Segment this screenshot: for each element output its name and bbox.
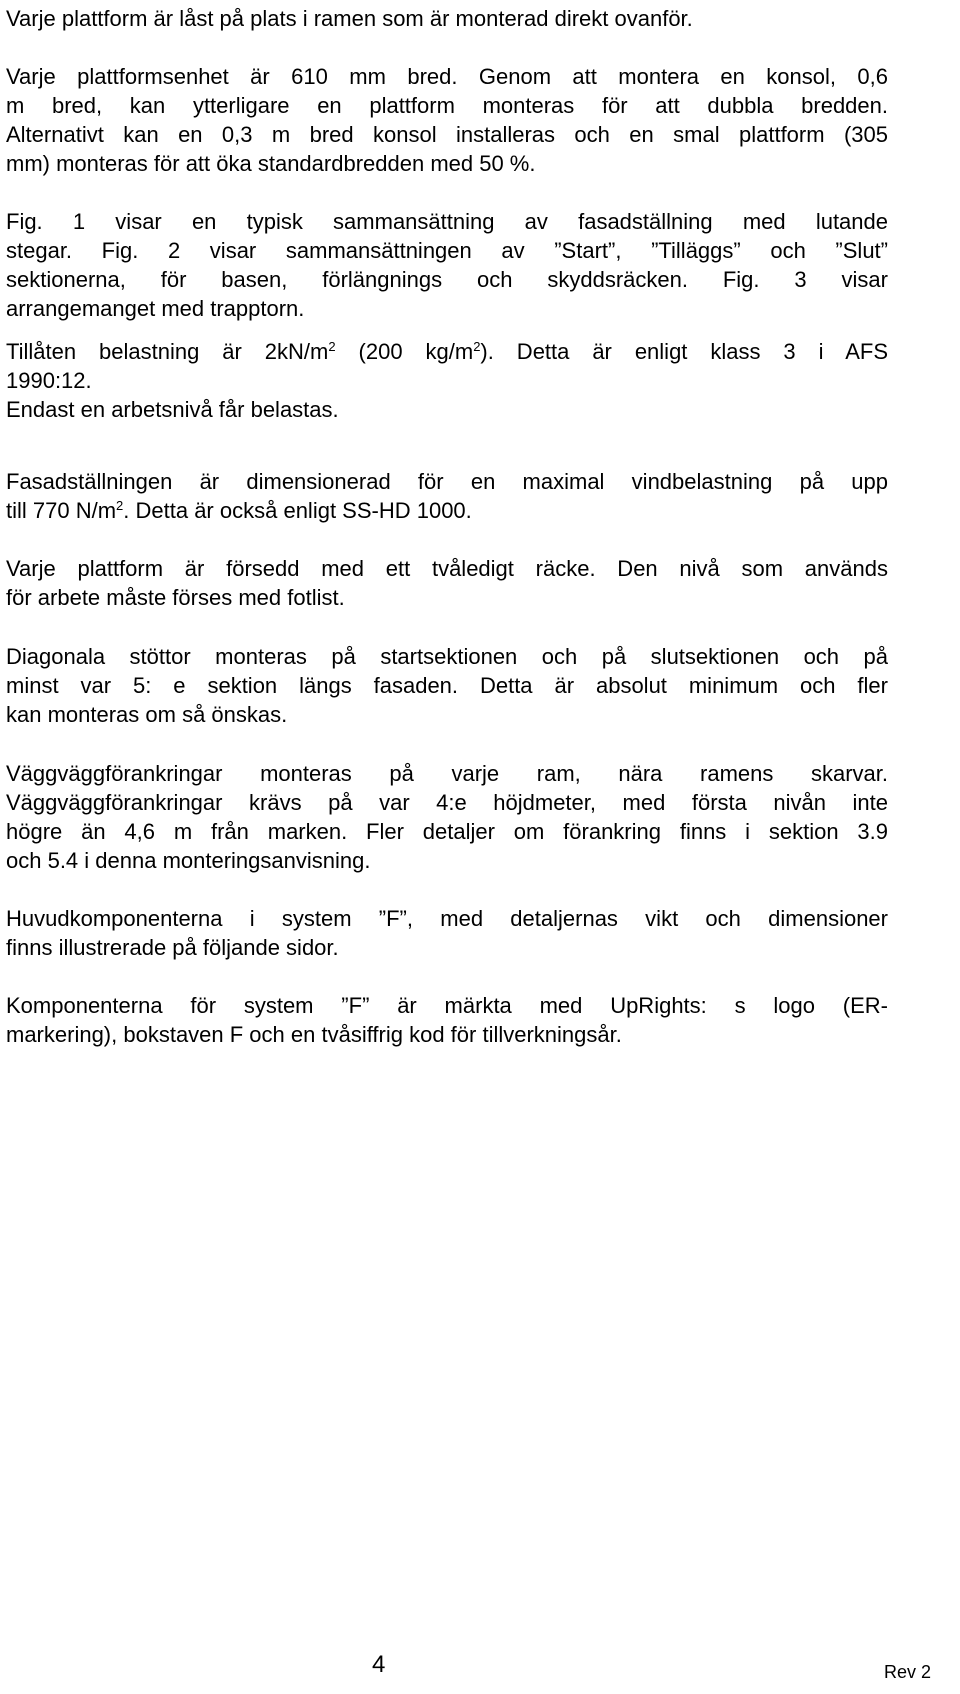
text-line: Fig. 1 visar en typisk sammansättning av fasadställning med lutande bbox=[6, 209, 888, 234]
text-line: Diagonala stöttor monteras på startsektionen och på slutsektionen och på bbox=[6, 644, 888, 669]
text-segment: ). Detta är enligt klass 3 i AFS bbox=[480, 339, 888, 364]
paragraph-platform-locked bbox=[6, 4, 888, 33]
paragraph-railing bbox=[6, 554, 888, 612]
text-line: minst var 5: e sektion längs fasaden. Detta är absolut minimum och fler bbox=[6, 673, 888, 698]
text-line: 1990:12. bbox=[6, 368, 92, 393]
text-segment: (200 kg/m bbox=[335, 339, 474, 364]
text-line: m bred, kan ytterligare en plattform monteras för att dubbla bredden. bbox=[6, 93, 888, 118]
text-line: markering), bokstaven F och en tvåsiffrig kod för tillverkningsår. bbox=[6, 1022, 622, 1047]
text-line: Fasadställningen är dimensionerad för en maximal vindbelastning på upp bbox=[6, 469, 888, 494]
paragraph-figures bbox=[6, 207, 888, 323]
paragraph-diagonal-braces bbox=[6, 642, 888, 729]
page-number: 4 bbox=[372, 1651, 386, 1678]
text-line: Alternativt kan en 0,3 m bred konsol installeras och en smal plattform (305 bbox=[6, 122, 888, 147]
text-segment: Tillåten belastning är 2kN/m bbox=[6, 339, 329, 364]
superscript: 2 bbox=[328, 339, 336, 354]
text-line: Väggväggförankringar monteras på varje ram, nära ramens skarvar. bbox=[6, 761, 888, 786]
text-line: stegar. Fig. 2 visar sammansättningen av ”Start”, ”Tilläggs” och ”Slut” bbox=[6, 238, 888, 263]
superscript: 2 bbox=[116, 498, 124, 513]
text-line bbox=[6, 337, 888, 366]
text-segment: . Detta är också enligt SS-HD 1000. bbox=[123, 498, 472, 523]
text-line: Endast en arbetsnivå får belastas. bbox=[6, 397, 339, 422]
paragraph-wall-ties bbox=[6, 759, 888, 875]
text-line bbox=[6, 496, 888, 525]
text-line: sektionerna, för basen, förlängnings och skyddsräcken. Fig. 3 visar bbox=[6, 267, 888, 292]
text-line: arrangemanget med trapptorn. bbox=[6, 296, 305, 321]
paragraph-wind-load bbox=[6, 467, 888, 525]
paragraph-component-marking bbox=[6, 991, 888, 1049]
revision-label: Rev 2 bbox=[884, 1662, 932, 1682]
text-line: kan monteras om så önskas. bbox=[6, 702, 288, 727]
text-line: Huvudkomponenterna i system ”F”, med detaljernas vikt och dimensioner bbox=[6, 906, 888, 931]
text-segment: till 770 N/m bbox=[6, 498, 117, 523]
text-line: och 5.4 i denna monteringsanvisning. bbox=[6, 848, 371, 873]
paragraph-platform-width bbox=[6, 62, 888, 178]
text-line: Väggväggförankringar krävs på var 4:e höjdmeter, med första nivån inte bbox=[6, 790, 888, 815]
text-line: högre än 4,6 m från marken. Fler detaljer om förankring finns i sektion 3.9 bbox=[6, 819, 888, 844]
text-line: Varje plattformsenhet är 610 mm bred. Genom att montera en konsol, 0,6 bbox=[6, 64, 888, 89]
paragraph-load bbox=[6, 337, 888, 424]
text-line: för arbete måste förses med fotlist. bbox=[6, 585, 345, 610]
superscript: 2 bbox=[473, 339, 481, 354]
text-line: Varje plattform är försedd med ett tvåledigt räcke. Den nivå som används bbox=[6, 556, 888, 581]
text-line: Komponenterna för system ”F” är märkta med UpRights: s logo (ER- bbox=[6, 993, 888, 1018]
text-line: Varje plattform är låst på plats i ramen som är monterad direkt ovanför. bbox=[6, 6, 693, 31]
text-line: mm) monteras för att öka standardbredden med 50 %. bbox=[6, 151, 536, 176]
paragraph-main-components bbox=[6, 904, 888, 962]
text-line: finns illustrerade på följande sidor. bbox=[6, 935, 339, 960]
